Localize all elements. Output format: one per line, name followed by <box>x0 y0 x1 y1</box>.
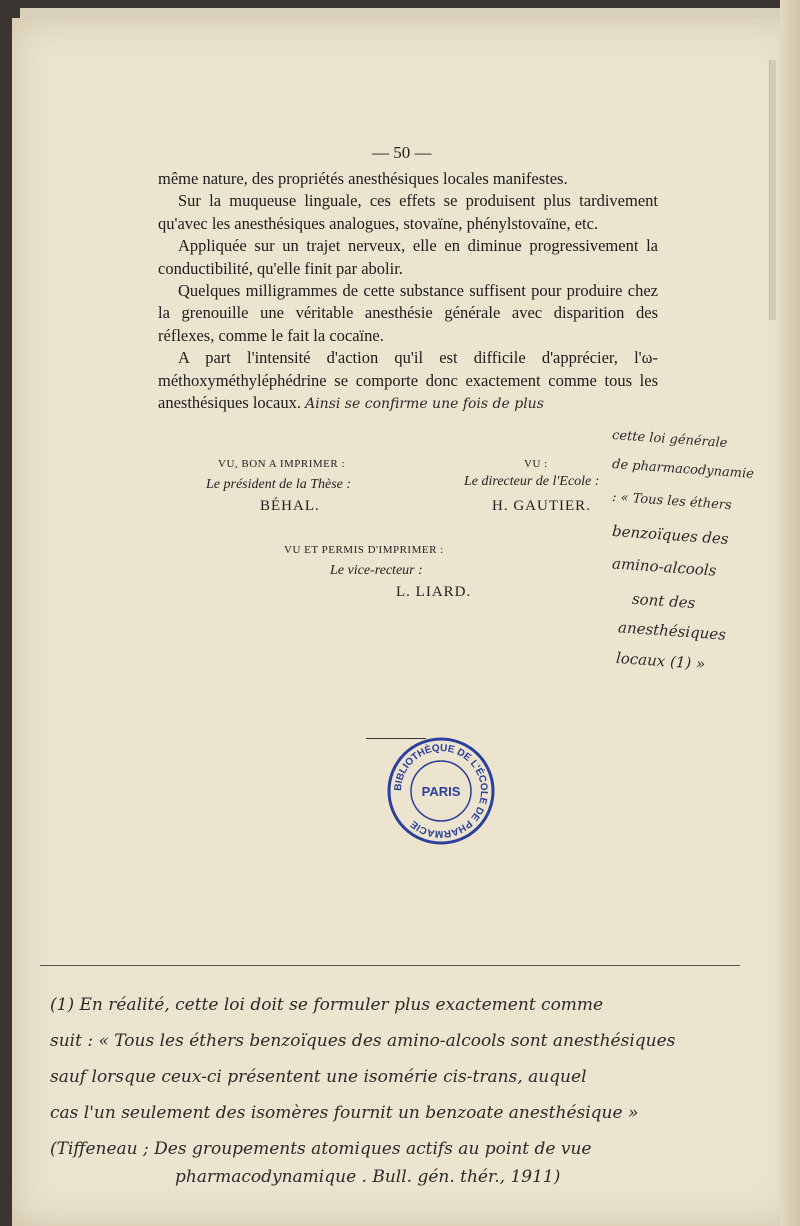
margin-note-line: de pharmacodynamie <box>611 457 755 482</box>
paragraph-2: Sur la muqueuse linguale, ces effets se produisent plus tardivement qu'avec les anesthésiques analogues, stovaïne, phénylstovaïne, etc. <box>158 191 658 233</box>
page-number: — 50 — <box>372 143 432 162</box>
imprimatur-left-name: BÉHAL. <box>260 498 320 514</box>
stamp-center-text: PARIS <box>421 784 461 799</box>
footnote-line: suit : « Tous les éthers benzoïques des amino-alcools sont anesthésiques <box>50 1031 676 1051</box>
paragraph-5 <box>158 347 658 415</box>
margin-note-line: amino-alcools <box>611 554 717 580</box>
library-stamp <box>386 736 496 846</box>
margin-note-line: benzoïques des <box>611 521 730 549</box>
margin-note-line: cette loi générale <box>611 427 728 452</box>
paragraph-4: Quelques milligrammes de cette substance suffisent pour produire chez la grenouille une véritable anesthésie générale avec disparition des réflexes, comme le fait la cocaïne. <box>158 281 658 345</box>
handwritten-inline-note: Ainsi se confirme une fois de plus <box>305 396 544 413</box>
imprimatur-right-heading: VU : <box>524 458 548 470</box>
footnote-line: cas l'un seulement des isomères fournit un benzoate anesthésique » <box>50 1103 639 1123</box>
margin-note-line: locaux (1) » <box>615 648 706 674</box>
footnote-line: pharmacodynamique . Bull. gén. thér., 1911) <box>175 1167 561 1187</box>
stamp-ring-text: BIBLIOTHÈQUE DE L'ÉCOLE DE PHARMACIE <box>392 742 490 840</box>
paragraph-1: même nature, des propriétés anesthésiques locales manifestes. <box>158 169 568 188</box>
imprimatur-right-role: Le directeur de l'Ecole : <box>464 474 600 489</box>
margin-note-line: sont des <box>631 589 696 613</box>
imprimatur-left-heading: VU, BON A IMPRIMER : <box>218 458 346 470</box>
footnote-rule <box>40 965 740 966</box>
imprimatur-center-heading: VU ET PERMIS D'IMPRIMER : <box>284 544 444 556</box>
paragraph-5-text: A part l'intensité d'action qu'il est difficile d'apprécier, l'ω-méthoxyméthyléphédrine se comporte donc exactement comme tous les anesthésiques locaux. <box>158 348 658 413</box>
imprimatur-left-role: Le président de la Thèse : <box>206 477 352 492</box>
footnote-line: (Tiffeneau ; Des groupements atomiques actifs au point de vue <box>50 1139 592 1159</box>
imprimatur-center-name: L. LIARD. <box>396 584 472 600</box>
paper-strip <box>769 60 776 320</box>
imprimatur-right-name: H. GAUTIER. <box>492 498 591 514</box>
page-stack-edge <box>780 0 800 1226</box>
margin-note-line: : « Tous les éthers <box>611 489 733 514</box>
body-text <box>158 168 658 415</box>
margin-note-line: anesthésiques <box>617 618 727 644</box>
imprimatur-center-role: Le vice-recteur : <box>330 563 423 578</box>
footnote-line: sauf lorsque ceux-ci présentent une isomérie cis-trans, auquel <box>50 1067 587 1087</box>
paragraph-3: Appliquée sur un trajet nerveux, elle en diminue progressivement la conductibilité, qu'elle finit par abolir. <box>158 236 658 278</box>
footnote-line: (1) En réalité, cette loi doit se formuler plus exactement comme <box>50 995 604 1015</box>
